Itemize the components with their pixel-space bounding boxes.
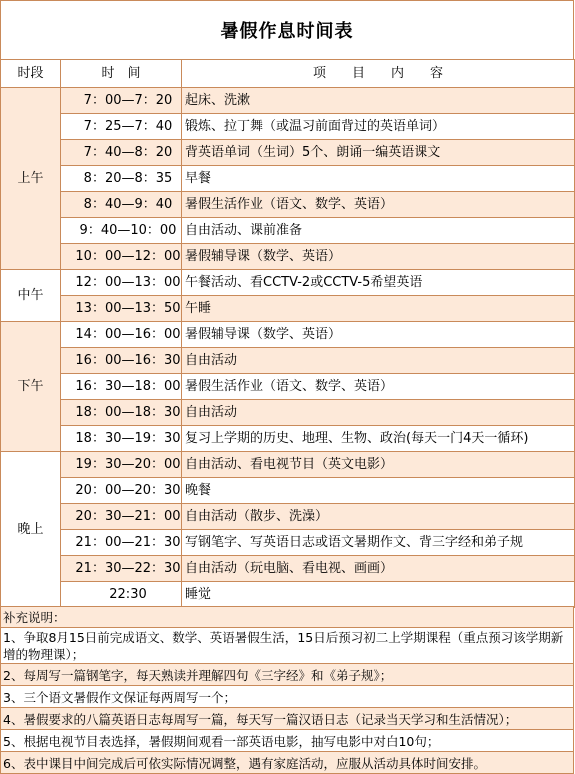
notes-section <box>0 606 574 774</box>
time-cell: 19：30—20：00 <box>61 452 182 478</box>
activity-cell: 自由活动 <box>182 348 575 374</box>
time-cell: 7：00—7：20 <box>61 88 182 114</box>
activity-cell: 自由活动 <box>182 400 575 426</box>
activity-cell: 自由活动、课前准备 <box>182 218 575 244</box>
time-cell: 21：30—22：30 <box>61 556 182 582</box>
schedule-row <box>1 322 575 348</box>
schedule-row <box>1 426 575 452</box>
schedule-row <box>1 192 575 218</box>
time-cell: 18：00—18：30 <box>61 400 182 426</box>
schedule-row <box>1 166 575 192</box>
activity-cell: 起床、洗漱 <box>182 88 575 114</box>
time-cell: 7：40—8：20 <box>61 140 182 166</box>
activity-cell: 写钢笔字、写英语日志或语文暑期作文、背三字经和弟子规 <box>182 530 575 556</box>
activity-cell: 睡觉 <box>182 582 575 608</box>
schedule-row <box>1 348 575 374</box>
header-content: 项 目 内 容 <box>182 60 575 88</box>
schedule-row <box>1 218 575 244</box>
schedule-table <box>0 59 575 608</box>
header-time: 时 间 <box>61 60 182 88</box>
time-cell: 20：30—21：00 <box>61 504 182 530</box>
note-item: 6、表中课目中间完成后可依实际情况调整，遇有家庭活动，应服从活动具体时间安排。 <box>0 752 574 774</box>
time-cell: 10：00—12：00 <box>61 244 182 270</box>
schedule-row <box>1 88 575 114</box>
time-cell: 8：40—9：40 <box>61 192 182 218</box>
schedule-row <box>1 582 575 608</box>
time-cell: 14：00—16：00 <box>61 322 182 348</box>
activity-cell: 暑假生活作业（语文、数学、英语） <box>182 374 575 400</box>
schedule-row <box>1 452 575 478</box>
schedule-row <box>1 556 575 582</box>
schedule-row <box>1 478 575 504</box>
time-cell: 16：00—16：30 <box>61 348 182 374</box>
time-cell: 21：00—21：30 <box>61 530 182 556</box>
activity-cell: 暑假辅导课（数学、英语） <box>182 322 575 348</box>
activity-cell: 午餐活动、看CCTV-2或CCTV-5希望英语 <box>182 270 575 296</box>
header-period: 时段 <box>1 60 61 88</box>
activity-cell: 复习上学期的历史、地理、生物、政治(每天一门4天一循环) <box>182 426 575 452</box>
notes-heading: 补充说明： <box>0 606 574 628</box>
page-title: 暑假作息时间表 <box>0 0 574 60</box>
period-label: 中午 <box>1 270 61 322</box>
schedule-row <box>1 270 575 296</box>
time-cell: 7：25—7：40 <box>61 114 182 140</box>
activity-cell: 背英语单词（生词）5个、朗诵一编英语课文 <box>182 140 575 166</box>
time-cell: 20：00—20：30 <box>61 478 182 504</box>
schedule-row <box>1 140 575 166</box>
note-item: 2、每周写一篇钢笔字，每天熟读并理解四句《三字经》和《弟子规》； <box>0 664 574 686</box>
activity-cell: 午睡 <box>182 296 575 322</box>
note-item: 1、争取8月15日前完成语文、数学、英语暑假生活，15日后预习初二上学期课程（重点预习该学期新增的物理课）； <box>0 628 574 664</box>
activity-cell: 自由活动（玩电脑、看电视、画画） <box>182 556 575 582</box>
schedule-row <box>1 114 575 140</box>
time-cell: 13：00—13：50 <box>61 296 182 322</box>
activity-cell: 自由活动、看电视节目（英文电影） <box>182 452 575 478</box>
time-cell: 22:30 <box>61 582 182 608</box>
header-row <box>1 60 575 88</box>
time-cell: 8：20—8：35 <box>61 166 182 192</box>
period-label: 上午 <box>1 88 61 270</box>
activity-cell: 自由活动（散步、洗澡） <box>182 504 575 530</box>
time-cell: 16：30—18：00 <box>61 374 182 400</box>
schedule-row <box>1 374 575 400</box>
activity-cell: 锻炼、拉丁舞（或温习前面背过的英语单词） <box>182 114 575 140</box>
note-item: 4、暑假要求的八篇英语日志每周写一篇，每天写一篇汉语日志（记录当天学习和生活情况）； <box>0 708 574 730</box>
activity-cell: 暑假生活作业（语文、数学、英语） <box>182 192 575 218</box>
period-label: 晚上 <box>1 452 61 608</box>
schedule-row <box>1 400 575 426</box>
activity-cell: 暑假辅导课（数学、英语） <box>182 244 575 270</box>
time-cell: 12：00—13：00 <box>61 270 182 296</box>
note-item: 5、根据电视节目表选择，暑假期间观看一部英语电影，抽写电影中对白10句； <box>0 730 574 752</box>
note-item: 3、三个语文暑假作文保证每两周写一个； <box>0 686 574 708</box>
schedule-row <box>1 504 575 530</box>
schedule-row <box>1 530 575 556</box>
schedule-row <box>1 296 575 322</box>
period-label: 下午 <box>1 322 61 452</box>
activity-cell: 早餐 <box>182 166 575 192</box>
schedule-row <box>1 244 575 270</box>
time-cell: 18：30—19：30 <box>61 426 182 452</box>
time-cell: 9：40—10：00 <box>61 218 182 244</box>
activity-cell: 晚餐 <box>182 478 575 504</box>
